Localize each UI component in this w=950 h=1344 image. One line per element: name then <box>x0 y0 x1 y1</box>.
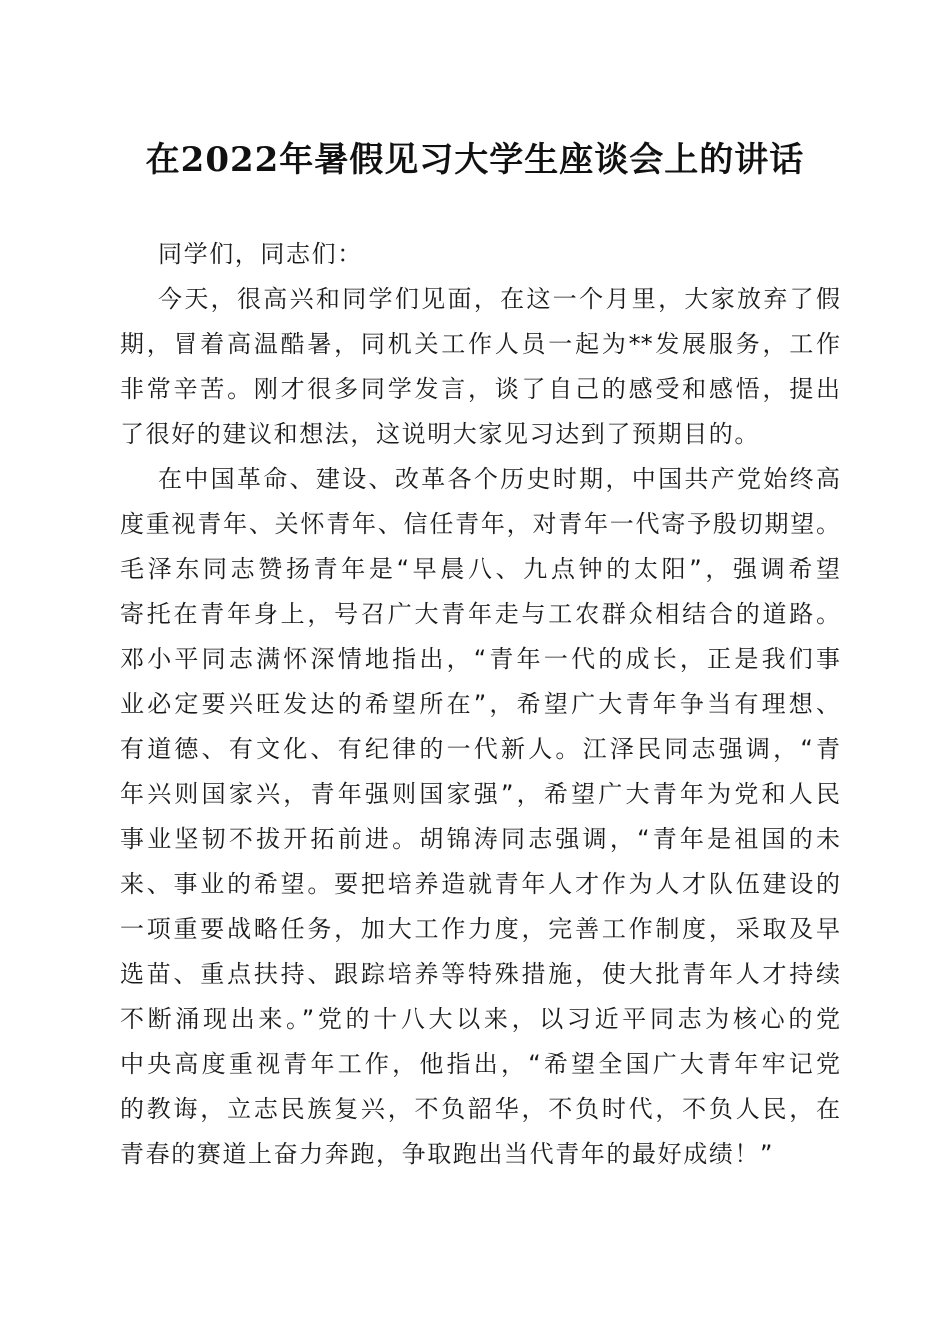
paragraph-line: 邓小平同志满怀深情地指出，“青年一代的成长，正是我们事 <box>120 645 840 673</box>
paragraph-line: 今天，很高兴和同学们见面，在这一个月里，大家放弃了假 <box>158 285 840 313</box>
paragraph-2 <box>120 457 840 1177</box>
paragraph-line: 在中国革命、建设、改革各个历史时期，中国共产党始终高 <box>158 465 840 493</box>
paragraph-line: 非常辛苦。刚才很多同学发言，谈了自己的感受和感悟，提出 <box>120 375 840 403</box>
paragraph-line: 毛泽东同志赞扬青年是“早晨八、九点钟的太阳”，强调希望 <box>120 555 840 583</box>
salutation: 同学们，同志们： <box>158 240 363 268</box>
paragraph-line: 一项重要战略任务，加大工作力度，完善工作制度，采取及早 <box>120 915 840 943</box>
paragraph-line: 度重视青年、关怀青年、信任青年，对青年一代寄予殷切期望。 <box>120 510 840 538</box>
paragraph-line: 的教诲，立志民族复兴，不负韶华，不负时代，不负人民，在 <box>120 1095 840 1123</box>
paragraph-line: 选苗、重点扶持、跟踪培养等特殊措施，使大批青年人才持续 <box>120 960 840 988</box>
paragraph-line: 事业坚韧不拔开拓前进。胡锦涛同志强调，“青年是祖国的未 <box>120 825 840 853</box>
document-title: 在2022年暑假见习大学生座谈会上的讲话 <box>145 140 805 180</box>
document-body <box>120 232 840 1177</box>
paragraph-line: 有道德、有文化、有纪律的一代新人。江泽民同志强调，“青 <box>120 735 840 763</box>
paragraph-line: 寄托在青年身上，号召广大青年走与工农群众相结合的道路。 <box>120 600 840 628</box>
paragraph-line: 不断涌现出来。”党的十八大以来，以习近平同志为核心的党 <box>120 1005 840 1033</box>
paragraph-line: 年兴则国家兴，青年强则国家强”，希望广大青年为党和人民 <box>120 780 840 808</box>
paragraph-line: 期，冒着高温酷暑，同机关工作人员一起为**发展服务，工作 <box>120 330 840 358</box>
paragraph-1 <box>120 277 840 457</box>
paragraph-line: 青春的赛道上奋力奔跑，争取跑出当代青年的最好成绩！” <box>120 1140 775 1168</box>
paragraph-line: 中央高度重视青年工作，他指出，“希望全国广大青年牢记党 <box>120 1050 840 1078</box>
paragraph-line: 了很好的建议和想法，这说明大家见习达到了预期目的。 <box>120 420 760 448</box>
paragraph-line: 业必定要兴旺发达的希望所在”，希望广大青年争当有理想、 <box>120 690 840 718</box>
paragraph-line: 来、事业的希望。要把培养造就青年人才作为人才队伍建设的 <box>120 870 840 898</box>
